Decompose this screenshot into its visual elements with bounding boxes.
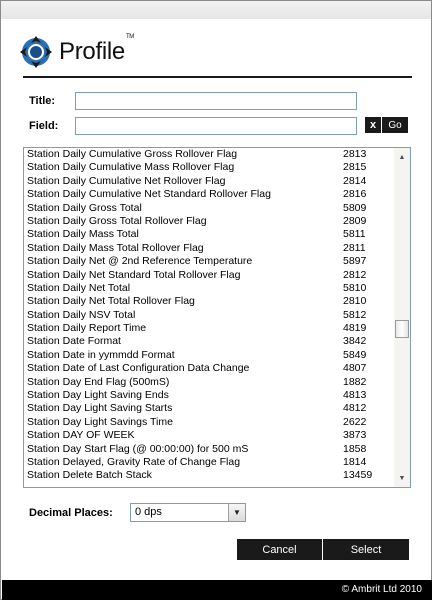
app-name: Profile™ — [59, 34, 135, 65]
list-item-name: Station Daily Net @ 2nd Reference Temperature — [27, 255, 253, 268]
list-item[interactable] — [24, 202, 395, 215]
list-item-code: 1858 — [343, 442, 367, 455]
decimal-places-value: 0 dps — [135, 506, 162, 518]
title-strip — [1, 1, 431, 19]
list-item-code: 3842 — [343, 335, 367, 348]
list-item[interactable] — [24, 362, 395, 375]
list-item[interactable] — [24, 255, 395, 268]
list-item-name: Station Daily Cumulative Net Rollover Flag — [27, 174, 226, 187]
list-item[interactable] — [24, 269, 395, 282]
title-input[interactable] — [75, 92, 357, 110]
list-item[interactable] — [24, 295, 395, 308]
title-label: Title: — [29, 95, 56, 107]
list-item-name: Station Daily NSV Total — [27, 308, 136, 321]
field-label: Field: — [29, 120, 59, 132]
list-item-code: 5897 — [343, 255, 367, 268]
chevron-down-icon[interactable]: ▼ — [398, 474, 406, 482]
list-item-name: Station Day Start Flag (@ 00:00:00) for 500 mS — [27, 442, 249, 455]
cancel-button[interactable]: Cancel — [237, 539, 322, 560]
list-item-name: Station Date Format — [27, 335, 121, 348]
list-item-code: 5809 — [343, 201, 367, 214]
list-item-name: Station Daily Gross Total Rollover Flag — [27, 214, 207, 227]
list-item[interactable] — [24, 349, 395, 362]
list-item[interactable] — [24, 402, 395, 415]
list-item-name: Station Daily Report Time — [27, 322, 147, 335]
list-item-name: Station Delayed, Gravity Rate of Change Flag — [27, 455, 241, 468]
select-button[interactable]: Select — [323, 539, 409, 560]
field-list-rows — [24, 148, 395, 483]
list-item-code: 4807 — [343, 362, 367, 375]
trademark: TM — [125, 34, 135, 40]
list-item[interactable] — [24, 376, 395, 389]
list-item[interactable] — [24, 282, 395, 295]
chevron-up-icon[interactable]: ▲ — [398, 153, 406, 161]
list-item-name: Station Day End Flag (500mS) — [27, 375, 170, 388]
list-item[interactable] — [24, 242, 395, 255]
list-item-code: 4819 — [343, 322, 367, 335]
list-item-name: Station Delete Batch Stack — [27, 469, 152, 482]
list-item-code: 4812 — [343, 402, 367, 415]
list-item-code: 2810 — [343, 295, 367, 308]
list-item-name: Station Daily Net Total Rollover Flag — [27, 295, 195, 308]
field-list[interactable] — [23, 147, 411, 488]
decimal-places-label: Decimal Places: — [29, 507, 113, 519]
list-item-code: 2816 — [343, 188, 367, 201]
list-item-code: 3873 — [343, 429, 367, 442]
copyright-text: © Ambrit Ltd 2010 — [341, 584, 422, 595]
chevron-down-icon[interactable]: ▼ — [228, 504, 245, 521]
list-item-name: Station Daily Mass Total Rollover Flag — [27, 241, 204, 254]
list-item-name: Station Daily Gross Total — [27, 201, 142, 214]
list-item-name: Station DAY OF WEEK — [27, 429, 135, 442]
list-item-code: 2814 — [343, 174, 367, 187]
list-item-code: 1882 — [343, 375, 367, 388]
clear-button[interactable]: x — [365, 117, 381, 133]
app-logo — [19, 34, 133, 70]
list-item[interactable] — [24, 322, 395, 335]
list-item-name: Station Daily Cumulative Mass Rollover Flag — [27, 161, 235, 174]
list-item[interactable] — [24, 389, 395, 402]
list-item-name: Station Daily Mass Total — [27, 228, 139, 241]
list-item[interactable] — [24, 429, 395, 442]
list-item-name: Station Day Light Savings Time — [27, 415, 173, 428]
list-item[interactable] — [24, 175, 395, 188]
list-item-code: 13459 — [343, 469, 373, 482]
list-item-code: 5810 — [343, 281, 367, 294]
list-item-name: Station Day Light Saving Ends — [27, 389, 169, 402]
list-item-name: Station Daily Net Standard Total Rollover Flag — [27, 268, 241, 281]
list-item-code: 4813 — [343, 389, 367, 402]
decimal-places-select[interactable] — [130, 503, 246, 522]
list-item-code: 5849 — [343, 348, 367, 361]
list-item-code: 2622 — [343, 415, 367, 428]
footer-bar — [2, 580, 432, 600]
list-item[interactable] — [24, 469, 395, 482]
list-item[interactable] — [24, 456, 395, 469]
list-item-name: Station Day Light Saving Starts — [27, 402, 173, 415]
list-item-code: 2809 — [343, 214, 367, 227]
list-item-name: Station Daily Cumulative Gross Rollover Flag — [27, 148, 238, 160]
list-item[interactable] — [24, 161, 395, 174]
list-item[interactable] — [24, 228, 395, 241]
vertical-scrollbar[interactable] — [394, 148, 410, 487]
list-item-code: 1814 — [343, 455, 367, 468]
list-item-code: 2813 — [343, 148, 367, 160]
list-item-name: Station Daily Net Total — [27, 281, 131, 294]
list-item[interactable] — [24, 335, 395, 348]
scrollbar-thumb[interactable] — [395, 320, 409, 338]
go-button[interactable]: Go — [382, 117, 408, 133]
list-item-code: 2811 — [343, 241, 366, 254]
list-item-code: 2815 — [343, 161, 367, 174]
list-item-name: Station Daily Cumulative Net Standard Rollover Flag — [27, 188, 271, 201]
list-item-name: Station Date of Last Configuration Data Change — [27, 362, 250, 375]
list-item[interactable] — [24, 416, 395, 429]
list-item[interactable] — [24, 309, 395, 322]
list-item-code: 5811 — [343, 228, 366, 241]
profile-logo-icon — [19, 35, 53, 69]
list-item[interactable] — [24, 148, 395, 161]
list-item-code: 2812 — [343, 268, 367, 281]
list-item[interactable] — [24, 443, 395, 456]
list-item-name: Station Date in yymmdd Format — [27, 348, 175, 361]
list-item[interactable] — [24, 215, 395, 228]
list-item[interactable] — [24, 188, 395, 201]
list-item-code: 5812 — [343, 308, 367, 321]
field-input[interactable] — [75, 117, 357, 135]
header-divider — [23, 76, 412, 78]
